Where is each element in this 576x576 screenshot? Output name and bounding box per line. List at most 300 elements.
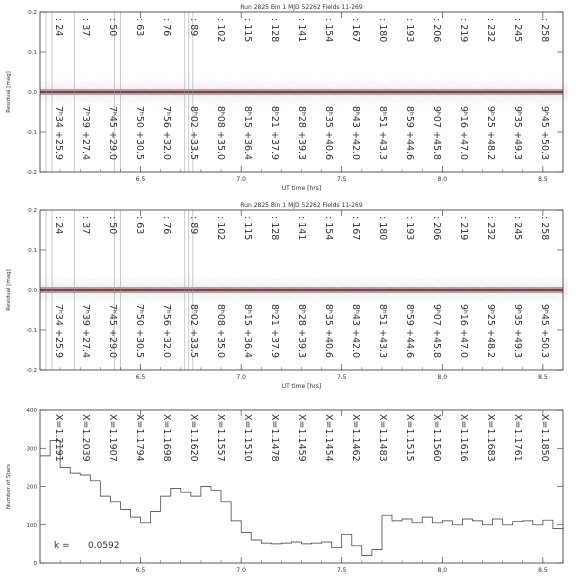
- heatmap-cell: [298, 97, 304, 100]
- heatmap-cell: [58, 279, 64, 282]
- heatmap-cell: [346, 97, 352, 100]
- heatmap-cell: [100, 276, 106, 279]
- heatmap-cell: [436, 100, 442, 103]
- heatmap-cell: [502, 97, 508, 100]
- heatmap-cell: [328, 100, 334, 103]
- heatmap-cell: [340, 81, 346, 84]
- heatmap-cell: [514, 100, 520, 103]
- heatmap-cell: [64, 295, 70, 298]
- heatmap-cell: [226, 276, 232, 279]
- heatmap-cell: [40, 282, 46, 285]
- heatmap-cell: [178, 276, 184, 279]
- heatmap-cell: [298, 81, 304, 84]
- heatmap-cell: [478, 84, 484, 87]
- field-number-label: : 102: [215, 216, 226, 241]
- heatmap-cell: [490, 279, 496, 282]
- airmass-label: X=1.1560: [431, 414, 442, 462]
- heatmap-cell: [220, 282, 226, 285]
- heatmap-cell: [334, 298, 340, 301]
- heatmap-cell: [88, 298, 94, 301]
- heatmap-cell: [376, 84, 382, 87]
- heatmap-cell: [424, 298, 430, 301]
- heatmap-cell: [220, 276, 226, 279]
- heatmap-cell: [124, 100, 130, 103]
- heatmap-cell: [52, 84, 58, 87]
- heatmap-cell: [478, 97, 484, 100]
- heatmap-cell: [310, 97, 316, 100]
- heatmap-cell: [58, 97, 64, 100]
- heatmap-cell: [454, 97, 460, 100]
- heatmap-cell: [106, 84, 112, 87]
- heatmap-cell: [136, 279, 142, 282]
- heatmap-cell: [100, 295, 106, 298]
- heatmap-cell: [100, 298, 106, 301]
- heatmap-cell: [58, 84, 64, 87]
- heatmap-cell: [346, 100, 352, 103]
- heatmap-cell: [424, 279, 430, 282]
- heatmap-cell: [406, 295, 412, 298]
- heatmap-cell: [58, 81, 64, 84]
- heatmap-cell: [340, 78, 346, 81]
- heatmap-cell: [394, 100, 400, 103]
- heatmap-cell: [142, 97, 148, 100]
- heatmap-cell: [310, 295, 316, 298]
- heatmap-cell: [286, 298, 292, 301]
- heatmap-cell: [376, 282, 382, 285]
- heatmap-cell: [94, 100, 100, 103]
- heatmap-cell: [256, 81, 262, 84]
- heatmap-cell: [436, 97, 442, 100]
- heatmap-cell: [400, 298, 406, 301]
- heatmap-cell: [106, 81, 112, 84]
- heatmap-cell: [226, 84, 232, 87]
- heatmap-cell: [394, 301, 400, 304]
- heatmap-cell: [514, 279, 520, 282]
- heatmap-cell: [364, 84, 370, 87]
- heatmap-cell: [502, 282, 508, 285]
- heatmap-cell: [304, 81, 310, 84]
- heatmap-cell: [430, 78, 436, 81]
- heatmap-cell: [166, 97, 172, 100]
- heatmap-cell: [238, 282, 244, 285]
- heatmap-cell: [274, 298, 280, 301]
- heatmap-cell: [454, 100, 460, 103]
- heatmap-cell: [508, 298, 514, 301]
- heatmap-cell: [430, 97, 436, 100]
- heatmap-cell: [214, 97, 220, 100]
- heatmap-cell: [166, 279, 172, 282]
- heatmap-cell: [178, 84, 184, 87]
- heatmap-cell: [406, 100, 412, 103]
- heatmap-cell: [460, 295, 466, 298]
- heatmap-cell: [394, 84, 400, 87]
- heatmap-cell: [256, 301, 262, 304]
- heatmap-cell: [70, 282, 76, 285]
- x-tick-label: 8.5: [538, 374, 548, 381]
- heatmap-cell: [496, 276, 502, 279]
- heatmap-cell: [76, 295, 82, 298]
- heatmap-cell: [382, 84, 388, 87]
- heatmap-cell: [418, 97, 424, 100]
- heatmap-cell: [316, 100, 322, 103]
- heatmap-cell: [388, 295, 394, 298]
- heatmap-cell: [58, 276, 64, 279]
- heatmap-cell: [70, 100, 76, 103]
- heatmap-cell: [262, 78, 268, 81]
- heatmap-cell: [202, 81, 208, 84]
- heatmap-cell: [292, 78, 298, 81]
- heatmap-cell: [526, 103, 532, 106]
- heatmap-cell: [52, 100, 58, 103]
- airmass-label: X=1.1620: [188, 414, 199, 462]
- heatmap-cell: [364, 279, 370, 282]
- heatmap-cell: [280, 78, 286, 81]
- k-value: 0.0592: [88, 541, 120, 551]
- heatmap-cell: [160, 84, 166, 87]
- heatmap-cell: [202, 282, 208, 285]
- heatmap-cell: [286, 276, 292, 279]
- heatmap-cell: [472, 295, 478, 298]
- heatmap-cell: [358, 282, 364, 285]
- heatmap-cell: [52, 295, 58, 298]
- heatmap-cell: [436, 279, 442, 282]
- heatmap-cell: [370, 100, 376, 103]
- heatmap-cell: [496, 279, 502, 282]
- field-number-label: : 24: [53, 18, 64, 37]
- ra-dec-label: 8ʰ35 +40.6: [323, 106, 334, 161]
- heatmap-cell: [322, 78, 328, 81]
- heatmap-cell: [304, 84, 310, 87]
- heatmap-cell: [70, 103, 76, 106]
- heatmap-cell: [472, 282, 478, 285]
- heatmap-cell: [436, 84, 442, 87]
- heatmap-cell: [154, 78, 160, 81]
- heatmap-cell: [232, 84, 238, 87]
- heatmap-cell: [64, 282, 70, 285]
- ra-dec-label: 8ʰ59 +44.6: [404, 106, 415, 161]
- heatmap-cell: [358, 295, 364, 298]
- heatmap-cell: [358, 298, 364, 301]
- x-tick-label: 7.5: [336, 176, 347, 183]
- heatmap-cell: [478, 100, 484, 103]
- heatmap-cell: [394, 295, 400, 298]
- heatmap-cell: [382, 78, 388, 81]
- heatmap-cell: [64, 81, 70, 84]
- heatmap-cell: [52, 97, 58, 100]
- heatmap-cell: [244, 282, 250, 285]
- heatmap-cell: [232, 295, 238, 298]
- heatmap-cell: [334, 295, 340, 298]
- heatmap-cell: [520, 282, 526, 285]
- heatmap-cell: [64, 298, 70, 301]
- heatmap-cell: [490, 97, 496, 100]
- heatmap-cell: [310, 81, 316, 84]
- heatmap-cell: [154, 298, 160, 301]
- heatmap-cell: [316, 295, 322, 298]
- y-tick-label: 200: [26, 484, 37, 491]
- heatmap-cell: [466, 78, 472, 81]
- heatmap-cell: [376, 279, 382, 282]
- heatmap-cell: [124, 298, 130, 301]
- heatmap-cell: [256, 103, 262, 106]
- heatmap-cell: [208, 84, 214, 87]
- heatmap-cell: [268, 78, 274, 81]
- heatmap-cell: [340, 100, 346, 103]
- heatmap-cell: [382, 279, 388, 282]
- heatmap-cell: [226, 295, 232, 298]
- heatmap-cell: [418, 103, 424, 106]
- heatmap-cell: [544, 100, 550, 103]
- heatmap-cell: [70, 279, 76, 282]
- x-tick-label: 8.5: [538, 176, 548, 183]
- heatmap-cell: [124, 295, 130, 298]
- heatmap-cell: [526, 279, 532, 282]
- heatmap-cell: [322, 84, 328, 87]
- heatmap-cell: [250, 84, 256, 87]
- heatmap-cell: [400, 97, 406, 100]
- heatmap-cell: [496, 298, 502, 301]
- heatmap-cell: [556, 276, 562, 279]
- heatmap-cell: [478, 298, 484, 301]
- ra-dec-label: 9ʰ16 +47.0: [458, 304, 469, 359]
- heatmap-cell: [340, 276, 346, 279]
- field-number-label: : 89: [188, 216, 199, 235]
- heatmap-cell: [346, 282, 352, 285]
- heatmap-cell: [514, 84, 520, 87]
- heatmap-cell: [262, 84, 268, 87]
- heatmap-cell: [484, 100, 490, 103]
- heatmap-cell: [478, 282, 484, 285]
- heatmap-cell: [544, 295, 550, 298]
- heatmap-cell: [106, 295, 112, 298]
- heatmap-cell: [460, 100, 466, 103]
- field-number-label: : 102: [215, 18, 226, 43]
- heatmap-cell: [280, 84, 286, 87]
- heatmap-cell: [430, 81, 436, 84]
- heatmap-cell: [532, 282, 538, 285]
- heatmap-cell: [448, 84, 454, 87]
- heatmap-cell: [532, 84, 538, 87]
- heatmap-cell: [556, 84, 562, 87]
- heatmap-cell: [226, 100, 232, 103]
- heatmap-cell: [118, 295, 124, 298]
- heatmap-cell: [400, 84, 406, 87]
- ra-dec-label: 7ʰ56 +32.0: [161, 106, 172, 161]
- heatmap-cell: [292, 282, 298, 285]
- heatmap-cell: [400, 295, 406, 298]
- y-axis-label: Residual [mag]: [6, 71, 12, 113]
- heatmap-cell: [508, 97, 514, 100]
- heatmap-cell: [466, 282, 472, 285]
- heatmap-cell: [262, 282, 268, 285]
- heatmap-cell: [94, 78, 100, 81]
- heatmap-cell: [124, 301, 130, 304]
- heatmap-cell: [244, 279, 250, 282]
- airmass-label: X=1.1794: [134, 414, 145, 462]
- heatmap-cell: [442, 81, 448, 84]
- ra-dec-label: 7ʰ50 +30.5: [134, 304, 145, 359]
- heatmap-cell: [496, 84, 502, 87]
- heatmap-cell: [442, 295, 448, 298]
- heatmap-cell: [352, 81, 358, 84]
- airmass-label: X=1.2039: [80, 414, 91, 462]
- heatmap-cell: [472, 301, 478, 304]
- heatmap-cell: [106, 276, 112, 279]
- heatmap-cell: [280, 282, 286, 285]
- heatmap-cell: [214, 279, 220, 282]
- heatmap-cell: [460, 298, 466, 301]
- y-tick-label: -0.2: [26, 368, 37, 374]
- heatmap-cell: [124, 81, 130, 84]
- field-number-label: : 76: [161, 18, 172, 37]
- ra-dec-label: 8ʰ15 +36.4: [242, 106, 253, 161]
- heatmap-cell: [220, 81, 226, 84]
- ra-dec-label: 7ʰ56 +32.0: [161, 304, 172, 359]
- heatmap-cell: [256, 282, 262, 285]
- heatmap-cell: [502, 78, 508, 81]
- heatmap-cell: [490, 78, 496, 81]
- heatmap-cell: [298, 100, 304, 103]
- heatmap-cell: [160, 97, 166, 100]
- heatmap-cell: [298, 279, 304, 282]
- heatmap-cell: [172, 282, 178, 285]
- heatmap-cell: [388, 298, 394, 301]
- heatmap-cell: [508, 100, 514, 103]
- heatmap-cell: [292, 100, 298, 103]
- heatmap-cell: [304, 298, 310, 301]
- heatmap-cell: [166, 100, 172, 103]
- heatmap-cell: [472, 97, 478, 100]
- heatmap-cell: [550, 78, 556, 81]
- heatmap-cell: [352, 100, 358, 103]
- heatmap-cell: [454, 279, 460, 282]
- heatmap-cell: [418, 282, 424, 285]
- heatmap-cell: [460, 97, 466, 100]
- heatmap-cell: [112, 84, 118, 87]
- heatmap-cell: [358, 81, 364, 84]
- heatmap-cell: [430, 100, 436, 103]
- heatmap-cell: [178, 103, 184, 106]
- heatmap-cell: [46, 100, 52, 103]
- heatmap-cell: [346, 78, 352, 81]
- heatmap-cell: [196, 81, 202, 84]
- heatmap-cell: [250, 276, 256, 279]
- heatmap-cell: [502, 100, 508, 103]
- heatmap-cell: [316, 282, 322, 285]
- heatmap-cell: [490, 84, 496, 87]
- heatmap-cell: [172, 295, 178, 298]
- x-tick-label: 7.5: [336, 374, 347, 381]
- heatmap-cell: [388, 282, 394, 285]
- heatmap-cell: [424, 276, 430, 279]
- heatmap-cell: [514, 78, 520, 81]
- heatmap-cell: [556, 100, 562, 103]
- heatmap-cell: [46, 279, 52, 282]
- y-tick-label: -0.1: [26, 130, 37, 136]
- heatmap-cell: [142, 84, 148, 87]
- heatmap-cell: [226, 97, 232, 100]
- heatmap-cell: [448, 282, 454, 285]
- heatmap-cell: [544, 276, 550, 279]
- heatmap-cell: [124, 276, 130, 279]
- ra-dec-label: 9ʰ35 +49.3: [512, 106, 523, 161]
- heatmap-cell: [388, 276, 394, 279]
- heatmap-cell: [508, 81, 514, 84]
- heatmap-cell: [262, 103, 268, 106]
- heatmap-cell: [118, 100, 124, 103]
- heatmap-cell: [262, 279, 268, 282]
- heatmap-cell: [388, 97, 394, 100]
- heatmap-cell: [148, 78, 154, 81]
- heatmap-cell: [364, 103, 370, 106]
- heatmap-cell: [376, 100, 382, 103]
- heatmap-cell: [484, 298, 490, 301]
- heatmap-cell: [250, 97, 256, 100]
- airmass-label: X=1.1683: [485, 414, 496, 462]
- x-axis-label: UT time [hrs]: [281, 185, 322, 192]
- heatmap-cell: [544, 279, 550, 282]
- heatmap-cell: [448, 276, 454, 279]
- heatmap-cell: [118, 78, 124, 81]
- heatmap-cell: [538, 279, 544, 282]
- x-tick-label: 7.0: [236, 567, 246, 574]
- field-number-label: : 128: [269, 216, 280, 241]
- heatmap-cell: [286, 100, 292, 103]
- heatmap-cell: [442, 100, 448, 103]
- airmass-label: X=1.1454: [323, 414, 334, 462]
- heatmap-cell: [208, 276, 214, 279]
- field-number-label: : 141: [296, 18, 307, 43]
- heatmap-cell: [208, 103, 214, 106]
- heatmap-cell: [88, 97, 94, 100]
- airmass-label: X=1.1462: [350, 414, 361, 462]
- y-tick-label: -0.2: [26, 170, 37, 176]
- heatmap-cell: [172, 279, 178, 282]
- heatmap-cell: [40, 279, 46, 282]
- heatmap-cell: [124, 282, 130, 285]
- heatmap-cell: [136, 276, 142, 279]
- ra-dec-label: 9ʰ07 +45.8: [431, 106, 442, 161]
- heatmap-cell: [154, 84, 160, 87]
- heatmap-cell: [208, 81, 214, 84]
- heatmap-cell: [520, 81, 526, 84]
- heatmap-cell: [238, 81, 244, 84]
- heatmap-cell: [148, 282, 154, 285]
- heatmap-cell: [94, 295, 100, 298]
- heatmap-cell: [364, 301, 370, 304]
- heatmap-cell: [136, 282, 142, 285]
- heatmap-cell: [148, 103, 154, 106]
- heatmap-cell: [232, 81, 238, 84]
- heatmap-cell: [160, 78, 166, 81]
- heatmap-cell: [250, 81, 256, 84]
- heatmap-cell: [52, 279, 58, 282]
- heatmap-cell: [106, 298, 112, 301]
- heatmap-cell: [250, 100, 256, 103]
- heatmap-cell: [94, 301, 100, 304]
- heatmap-cell: [340, 103, 346, 106]
- heatmap-cell: [424, 103, 430, 106]
- heatmap-cell: [82, 78, 88, 81]
- heatmap-cell: [310, 301, 316, 304]
- heatmap-cell: [46, 276, 52, 279]
- heatmap-cell: [544, 84, 550, 87]
- heatmap-cell: [550, 81, 556, 84]
- heatmap-cell: [448, 295, 454, 298]
- heatmap-cell: [334, 84, 340, 87]
- heatmap-cell: [256, 276, 262, 279]
- heatmap-cell: [130, 100, 136, 103]
